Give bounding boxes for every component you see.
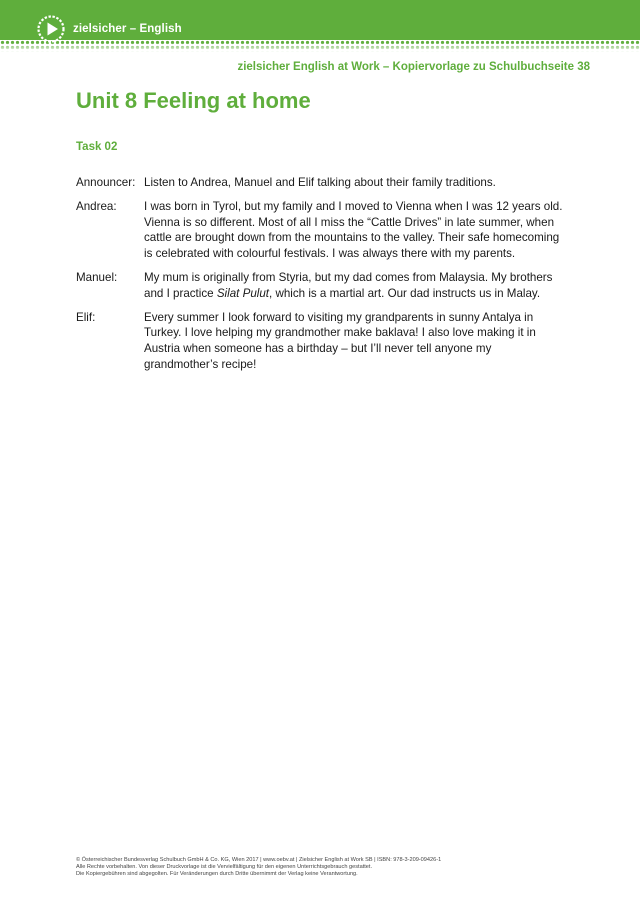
task-label: Task 02 (76, 141, 118, 153)
transcript-row-andrea (76, 199, 566, 262)
brand-logo (36, 14, 182, 44)
play-icon (36, 14, 66, 44)
italic-term: Silat Pulut (216, 286, 270, 300)
line-text: , which is a martial art. Our dad instructs us in Malay. (269, 286, 541, 300)
footer-line: Die Kopiergebühren sind abgegolten. Für Veränderungen durch Dritte übernimmt der Verlag keine Verantwortung. (76, 871, 358, 877)
speaker-line: Every summer I look forward to visiting my grandparents in sunny Antalya in Turkey. I love helping my grandmother make baklava! I also love making it in Austria when someone has a birthday – but I’ll never tell anyone my grandmother’s recipe! (144, 310, 536, 371)
speaker-line: Listen to Andrea, Manuel and Elif talking about their family traditions. (144, 176, 496, 189)
speaker-line: I was born in Tyrol, but my family and I moved to Vienna when I was 12 years old. Vienna is so different. Most of all I miss the “Cattle Drives” in late summer, when cattle are brought down from the mountains to the valley. Their safe homecoming is celebrated with colourful festivals. I was always there with my parents. (144, 199, 563, 261)
logo-text: zielsicher – English (73, 23, 182, 35)
speaker-line (144, 270, 566, 302)
page-title: Unit 8 Feeling at home (76, 88, 311, 113)
transcript (76, 175, 566, 381)
footer-line: Alle Rechte vorbehalten. Von dieser Druckvorlage ist die Vervielfältigung für den eigenen Unterrichtsgebrauch gestattet. (76, 864, 373, 870)
speaker-label: Andrea: (76, 199, 117, 213)
transcript-row-manuel (76, 270, 566, 302)
line-text: My mum is originally from Styria, but my dad comes from Malaysia. My brothers and I practice (144, 270, 553, 300)
speaker-label: Elif: (76, 310, 96, 324)
copyright-footer (76, 857, 596, 878)
series-title: zielsicher English at Work – Kopiervorlage zu Schulbuchseite 38 (237, 61, 590, 73)
speaker-label: Announcer: (76, 176, 136, 189)
transcript-row-elif (76, 310, 566, 373)
speaker-label: Manuel: (76, 270, 118, 284)
footer-line: © Österreichischer Bundesverlag Schulbuch GmbH & Co. KG, Wien 2017 | www.oebv.at | Zielsicher English at Work SB | ISBN: 978-3-209-09426-1 (76, 857, 442, 863)
transcript-row-announcer (76, 175, 566, 191)
